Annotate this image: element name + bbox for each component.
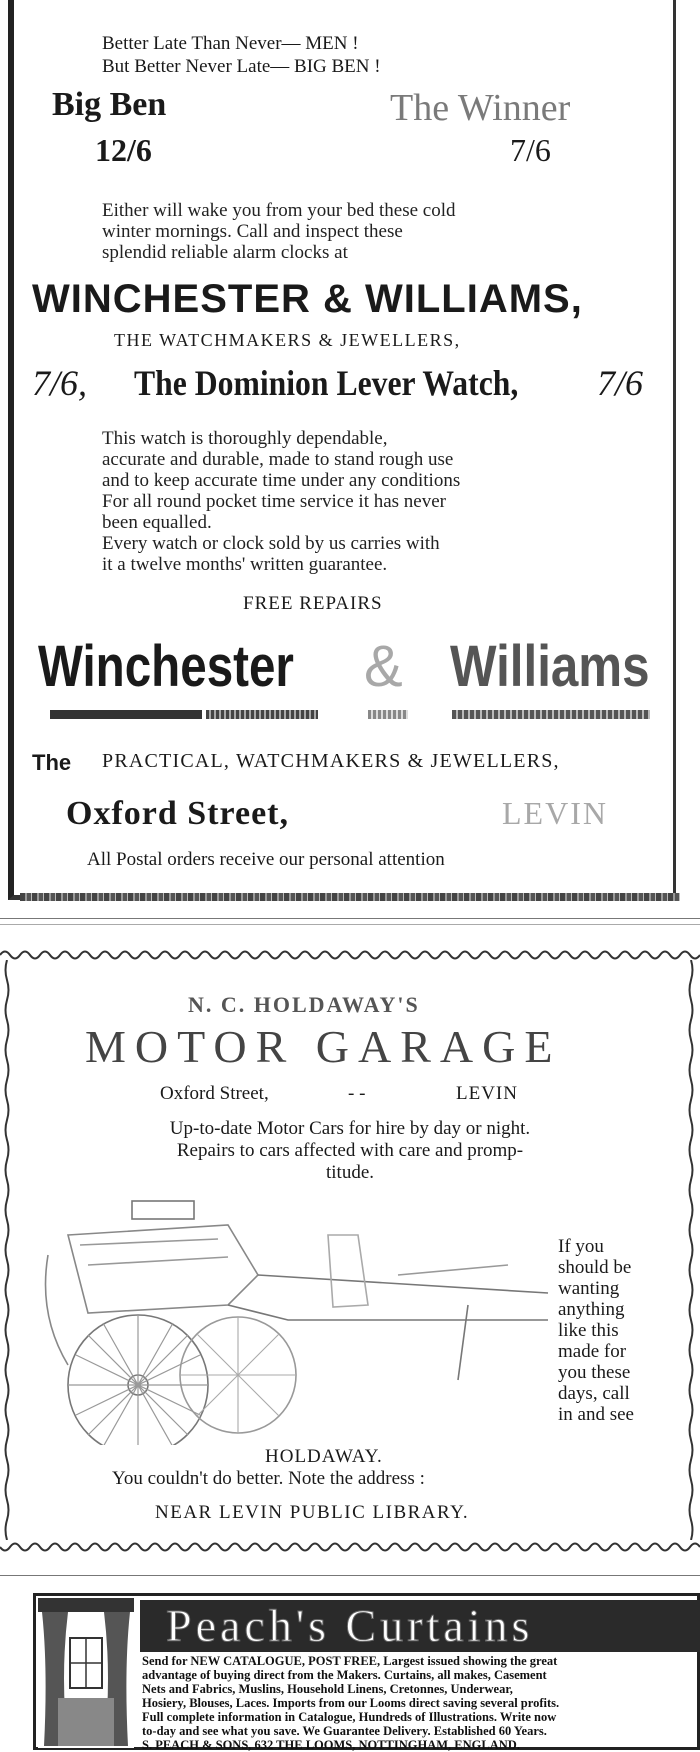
body-line: Send for NEW CATALOGUE, POST FREE, Largest issued showing the great [142, 1654, 558, 1668]
body-line: advantage of buying direct from the Makers. Curtains, all makes, Casement [142, 1668, 547, 1682]
watch-price-left: 7/6, [32, 363, 88, 403]
logo-underline-segment [368, 710, 408, 719]
body-line: Hosiery, Blouses, Laces. Imports from our Looms direct saving several profits. [142, 1696, 560, 1710]
garage-proprietor: N. C. HOLDAWAY'S [188, 992, 420, 1017]
services-line: Up-to-date Motor Cars for hire by day or night. [169, 1118, 531, 1139]
body-line: to-day and see what you save. We Guarantee Delivery. Established 60 Years. [142, 1724, 547, 1738]
description-line: been equalled. [102, 512, 212, 533]
town-name: LEVIN [502, 795, 608, 831]
alarm-clock-intro [102, 200, 456, 263]
watch-description [102, 428, 592, 575]
wavy-border-bottom [0, 1540, 700, 1554]
body-line: Nets and Fabrics, Muslins, Household Linens, Cretonnes, Underwear, [142, 1682, 513, 1696]
slogan-line-2: But Better Never Late— BIG BEN ! [102, 56, 381, 77]
garage-services [100, 1118, 600, 1184]
side-text-line: wanting [558, 1278, 620, 1299]
body-line: Full complete information in Catalogue, Hundreds of Illustrations. Write now [142, 1710, 557, 1724]
side-text-line: you these [558, 1362, 631, 1383]
wavy-border-top [0, 948, 700, 962]
description-line: it a twelve months' written guarantee. [102, 554, 388, 575]
description-line: This watch is thoroughly dependable, [102, 428, 388, 449]
logo-underline-segment [206, 710, 318, 719]
slogan-line-1: Better Late Than Never— MEN ! [102, 33, 359, 54]
advert-bottom-rule [20, 893, 680, 901]
watch-title: The Dominion Lever Watch, [134, 363, 519, 403]
description-line: For all round pocket time service it has never [102, 491, 447, 512]
description-line: accurate and durable, made to stand rough use [102, 449, 454, 470]
garage-signature: HOLDAWAY. [265, 1446, 383, 1467]
peach-body-text [142, 1654, 698, 1752]
logo-winchester: Winchester [38, 634, 294, 699]
logo-williams: Williams [450, 634, 650, 699]
side-text-line: anything [558, 1299, 625, 1320]
free-repairs: FREE REPAIRS [243, 593, 383, 614]
column-divider [0, 1575, 700, 1576]
column-divider [0, 918, 700, 919]
banner-title: Peach's Curtains [166, 1600, 534, 1651]
garage-note: You couldn't do better. Note the address : [112, 1468, 425, 1489]
firm-name-heading [32, 277, 583, 322]
carriage-illustration [28, 1195, 568, 1445]
side-text-line: like this [558, 1320, 619, 1341]
services-line: Repairs to cars affected with care and promp- [176, 1140, 524, 1161]
street-address: Oxford Street, [66, 795, 289, 832]
services-line: titude. [325, 1162, 375, 1183]
description-line: Every watch or clock sold by us carries with [102, 533, 440, 554]
garage-title: MOTOR GARAGE [85, 1021, 562, 1072]
firm-name-text: WINCHESTER & WILLIAMS, [32, 277, 583, 321]
intro-line: winter mornings. Call and inspect these [102, 221, 403, 242]
the-winner-price: 7/6 [510, 132, 551, 168]
tagline-prefix: The [32, 750, 72, 775]
logo-ampersand: & [364, 634, 403, 699]
side-text-line: in and see [558, 1404, 634, 1425]
wavy-border-right [688, 960, 694, 1540]
watch-price-right: 7/6 [597, 363, 644, 403]
big-ben-price: 12/6 [95, 132, 152, 168]
garage-street: Oxford Street, [160, 1083, 269, 1104]
wavy-border-left [4, 960, 10, 1540]
side-text-line: made for [558, 1341, 627, 1362]
intro-line: Either will wake you from your bed these cold [102, 200, 456, 221]
column-divider [0, 924, 700, 925]
tagline: PRACTICAL, WATCHMAKERS & JEWELLERS, [102, 750, 560, 772]
garage-town: LEVIN [456, 1083, 518, 1104]
logo-underline-segment [452, 710, 650, 719]
logo-underline-segment [50, 710, 202, 719]
side-text-line: days, call [558, 1383, 630, 1404]
intro-line: splendid reliable alarm clocks at [102, 242, 348, 263]
postal-note: All Postal orders receive our personal attention [87, 849, 445, 870]
side-text-line: If you [558, 1236, 604, 1257]
big-ben-name: Big Ben [52, 86, 167, 123]
side-text-line: should be [558, 1257, 632, 1278]
address-dashes: - - [348, 1083, 366, 1104]
garage-location: NEAR LEVIN PUBLIC LIBRARY. [155, 1502, 470, 1523]
body-line: S. PEACH & SONS, 632 THE LOOMS, NOTTINGHAM, ENGLAND. [142, 1738, 520, 1752]
description-line: and to keep accurate time under any conditions [102, 470, 461, 491]
the-winner-name: The Winner [390, 87, 571, 129]
garage-side-text [558, 1236, 634, 1425]
window-curtain-illustration [38, 1598, 134, 1748]
firm-subtitle: THE WATCHMAKERS & JEWELLERS, [114, 330, 461, 350]
